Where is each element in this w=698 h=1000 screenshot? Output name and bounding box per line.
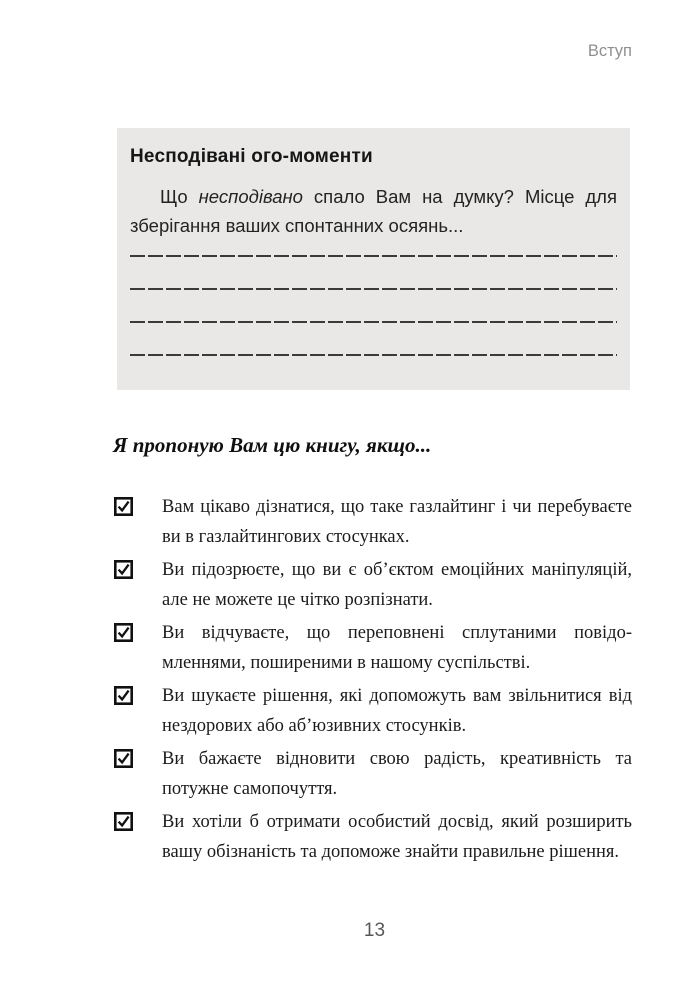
checkbox-checked-icon [114, 812, 133, 831]
note-paragraph-prefix: Що [160, 186, 199, 207]
page-number: 13 [363, 920, 386, 941]
note-box-paragraph [130, 182, 617, 240]
note-paragraph-italic: несподівано [198, 186, 303, 207]
checklist-item [114, 555, 632, 615]
checklist-item [114, 807, 632, 867]
checklist [114, 492, 632, 870]
checklist-item-text: Ви підозрюєте, що ви є об’єктом емоційних маніпуляцій, але не можете це чітко розпізнати. [162, 560, 632, 610]
running-header: Вступ [587, 42, 632, 60]
writing-line [130, 255, 617, 257]
checklist-item-text: Ви відчуваєте, що переповнені сплутаними повідомленнями, поширеними в нашому суспільстві. [162, 623, 632, 673]
writing-lines [130, 255, 617, 356]
checklist-item [114, 492, 632, 552]
checkbox-checked-icon [114, 560, 133, 579]
writing-line [130, 321, 617, 323]
checklist-item-text: Ви шукаєте рішення, які допоможуть вам звільнитися від нездорових або аб’юзивних стосунків. [162, 686, 632, 736]
checkbox-checked-icon [114, 749, 133, 768]
writing-line [130, 354, 617, 356]
checklist-item-text: Ви хотіли б отримати особистий досвід, який розширить вашу обізнаність та допоможе знайти правильне рішення. [162, 812, 632, 862]
note-paragraph-suffix: спало Вам на думку? Місце для зберігання ваших спонтанних осяянь... [130, 186, 617, 236]
note-box-title: Несподівані ого-моменти [130, 146, 373, 167]
checklist-item [114, 681, 632, 741]
checkbox-checked-icon [114, 497, 133, 516]
section-heading: Я пропоную Вам цю книгу, якщо... [113, 433, 432, 457]
checkbox-checked-icon [114, 623, 133, 642]
checkbox-checked-icon [114, 686, 133, 705]
checklist-item [114, 744, 632, 804]
writing-line [130, 288, 617, 290]
note-box [117, 128, 630, 390]
checklist-item-text: Вам цікаво дізнатися, що таке газлайтинг і чи перебуваєте ви в газлайтингових стосунках. [162, 497, 632, 547]
checklist-item [114, 618, 632, 678]
checklist-item-text: Ви бажаєте відновити свою радість, креативність та потужне самопочуття. [162, 749, 632, 799]
